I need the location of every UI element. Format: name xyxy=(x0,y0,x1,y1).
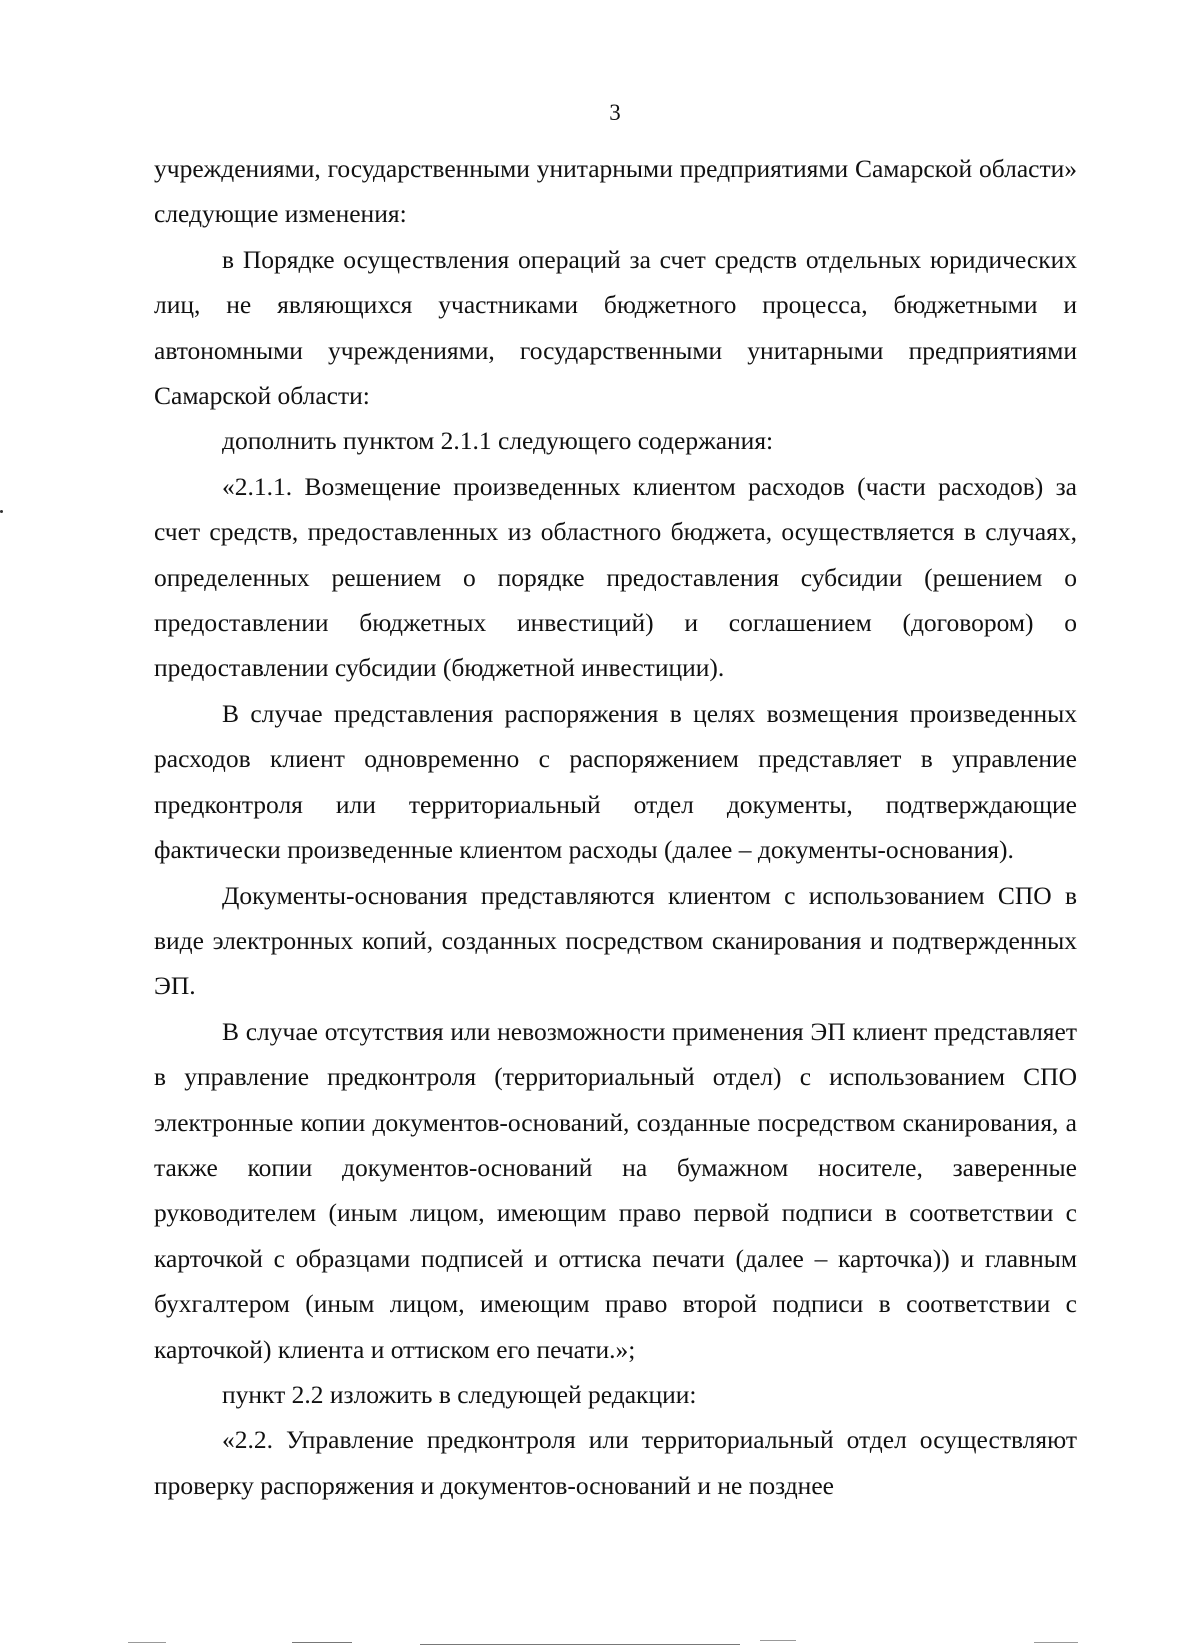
paragraph-electronic-copies: Документы-основания представляются клиентом с использованием СПО в виде электронных копий, созданных посредством сканирования и подтвержденных ЭП. xyxy=(154,880,1077,1001)
paragraph-submission: В случае представления распоряжения в целях возмещения произведенных расходов клиент одновременно с распоряжением представляет в управление предконтроля или территориальный отдел документы, подтверждающие фактически произведенные клиентом расходы (далее – документы-основания). xyxy=(154,698,1077,865)
paragraph-add-clause: дополнить пунктом 2.1.1 следующего содержания: xyxy=(222,426,774,456)
paragraph-clause-2-2: «2.2. Управление предконтроля или территориальный отдел осуществляют проверку распоряжения и документов-оснований и не позднее xyxy=(154,1425,1077,1500)
paragraph-continuation: учреждениями, государственными унитарными предприятиями Самарской области» следующие изменения: xyxy=(154,154,1077,229)
scan-artifact-line xyxy=(760,1640,796,1641)
paragraph-clause-2-2-intro: пункт 2.2 изложить в следующей редакции: xyxy=(222,1379,697,1409)
document-body xyxy=(154,146,1077,1508)
scan-artifact-line xyxy=(420,1644,740,1645)
scan-artifact-dot xyxy=(0,510,3,513)
scan-artifact-line xyxy=(128,1642,166,1643)
paragraph-amendment-intro: в Порядке осуществления операций за счет средств отдельных юридических лиц, не являющихся участниками бюджетного процесса, бюджетными и автономными учреждениями, государственными унитарными предприятиями Самарской области: xyxy=(154,244,1077,411)
paragraph-paper-copies: В случае отсутствия или невозможности применения ЭП клиент представляет в управление предконтроля (территориальный отдел) с использованием СПО электронные копии документов-оснований, созданные посредством сканирования, а также копии документов-оснований на бумажном носителе, заверенные руководителем (иным лицом, имеющим право первой подписи в соответствии с карточкой с образцами подписей и оттиска печати (далее – карточка)) и главным бухгалтером (иным лицом, имеющим право второй подписи в соответствии с карточкой) клиента и оттиском его печати.»; xyxy=(154,1016,1077,1364)
scan-artifact-line xyxy=(292,1642,352,1643)
page-number: 3 xyxy=(609,100,621,125)
paragraph-clause-2-1-1: «2.1.1. Возмещение произведенных клиентом расходов (части расходов) за счет средств, предоставленных из областного бюджета, осуществляется в случаях, определенных решением о порядке предоставления субсидии (решением о предоставлении бюджетных инвестиций) и соглашением (договором) о предоставлении субсидии (бюджетной инвестиции). xyxy=(154,471,1077,683)
scan-artifact-line xyxy=(1034,1642,1078,1643)
